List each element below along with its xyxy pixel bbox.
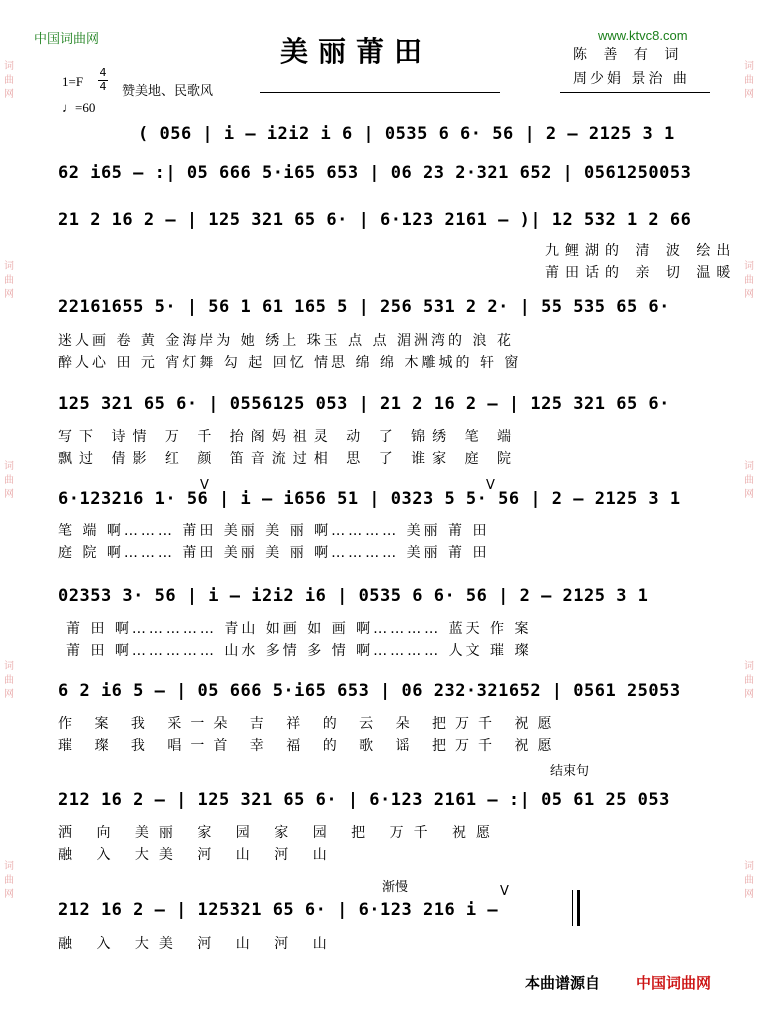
score-row-6: 6·123216 1· 56 | i – i656 51 | 0323 5 5· 56 | 2 – 2125 3 1 — [58, 489, 681, 509]
score-row-1: ( 056 | i – i2i2 i 6 | 0535 6 6· 56 | 2 – 2125 3 1 — [138, 124, 675, 144]
lyric-row-3-verse-1: 九鲤湖的 清 波 绘出 — [545, 243, 737, 259]
tempo-change-label: 渐慢 — [382, 880, 409, 895]
score-row-8: 6 2 i6 5 – | 05 666 5·i65 653 | 06 232·321652 | 0561 25053 — [58, 681, 681, 701]
final-barline-thin — [572, 890, 573, 926]
lyric-row-5-verse-1: 写下 诗情 万 千 抬阁妈祖灵 动 了 锦绣 笔 端 — [58, 429, 519, 445]
key-signature: 1=F — [62, 74, 84, 89]
lyric-row-8-verse-1: 作 案 我 采一朵 吉 祥 的 云 朵 把万千 祝愿 — [58, 716, 561, 732]
lyricist: 陈 善 有 词 — [573, 47, 685, 63]
lyric-row-8-verse-2: 璀 璨 我 唱一首 幸 福 的 歌 谣 把万千 祝愿 — [58, 738, 561, 754]
title-rule — [260, 92, 500, 93]
score-row-4: 22161655 5· | 56 1 61 165 5 | 256 531 2 2· | 55 535 65 6· — [58, 297, 670, 317]
left-watermark: 词曲网 — [4, 661, 14, 700]
left-watermark: 词曲网 — [4, 461, 14, 500]
time-numerator: 4 — [99, 66, 107, 79]
tempo-marking: ♩=60 — [62, 100, 96, 115]
score-row-9: 212 16 2 – | 125 321 65 6· | 6·123 2161 – :| 05 61 25 053 — [58, 790, 670, 810]
lyric-row-4-verse-2: 醉人心 田 元 宵灯舞 勾 起 回忆 情思 绵 绵 木雕城的 轩 窗 — [58, 355, 522, 371]
lyric-row-9-verse-1: 洒 向 美丽 家 园 家 园 把 万千 祝愿 — [58, 825, 501, 841]
left-watermark: 词曲网 — [4, 61, 14, 100]
lyric-row-3-verse-2: 莆田话的 亲 切 温暖 — [545, 265, 737, 281]
final-barline-thick — [577, 890, 580, 926]
site-url[interactable]: www.ktvc8.com — [598, 28, 688, 43]
right-watermark: 词曲网 — [744, 261, 754, 300]
right-watermark: 词曲网 — [744, 461, 754, 500]
lyric-row-5-verse-2: 飘过 倩影 红 颜 笛音流过相 思 了 谁家 庭 院 — [58, 451, 519, 467]
composer: 周少娟 景治 曲 — [573, 71, 690, 87]
source-site-link[interactable]: 中国词曲网 — [636, 974, 712, 992]
lyric-row-6-verse-1: 笔 端 啊……… 莆田 美丽 美 丽 啊………… 美丽 莆 田 — [58, 523, 490, 539]
right-watermark: 词曲网 — [744, 661, 754, 700]
lyric-row-9-verse-2: 融 入 大美 河 山 河 山 — [58, 847, 337, 863]
right-watermark: 词曲网 — [744, 861, 754, 900]
lyric-row-4-verse-1: 迷人画 卷 黄 金海岸为 她 绣上 珠玉 点 点 湄洲湾的 浪 花 — [58, 333, 514, 349]
page-title: 美丽莆田 — [280, 35, 433, 68]
credit-rule — [560, 92, 710, 93]
breath-mark: V — [200, 478, 209, 493]
score-row-10: 212 16 2 – | 125321 65 6· | 6·123 216 i – — [58, 900, 499, 920]
time-denominator: 4 — [99, 80, 107, 93]
score-row-2: 62 i65 – :| 05 666 5·i65 653 | 06 23 2·321 652 | 0561250053 — [58, 163, 692, 183]
breath-mark: V — [500, 884, 509, 899]
left-watermark: 词曲网 — [4, 861, 14, 900]
time-signature — [98, 67, 108, 93]
lyric-row-7-verse-2: 莆 田 啊…………… 山水 多情 多 情 啊………… 人文 璀 璨 — [66, 643, 532, 659]
score-row-7: 02353 3· 56 | i – i2i2 i6 | 0535 6 6· 56 | 2 – 2125 3 1 — [58, 586, 649, 606]
lyric-row-6-verse-2: 庭 院 啊……… 莆田 美丽 美 丽 啊………… 美丽 莆 田 — [58, 545, 490, 561]
score-row-3: 21 2 16 2 – | 125 321 65 6· | 6·123 2161 – )| 12 532 1 2 66 — [58, 210, 692, 230]
lyric-row-7-verse-1: 莆 田 啊…………… 青山 如画 如 画 啊………… 蓝天 作 案 — [66, 621, 532, 637]
left-watermark: 词曲网 — [4, 261, 14, 300]
ending-label: 结束句 — [550, 764, 590, 779]
site-name: 中国词曲网 — [34, 32, 100, 47]
source-label: 本曲谱源自 — [525, 974, 601, 992]
right-watermark: 词曲网 — [744, 61, 754, 100]
score-row-5: 125 321 65 6· | 0556125 053 | 21 2 16 2 – | 125 321 65 6· — [58, 394, 670, 414]
breath-mark: V — [486, 478, 495, 493]
lyric-row-10-verse-1: 融 入 大美 河 山 河 山 — [58, 936, 337, 952]
style-marking: 赞美地、民歌风 — [122, 83, 214, 98]
